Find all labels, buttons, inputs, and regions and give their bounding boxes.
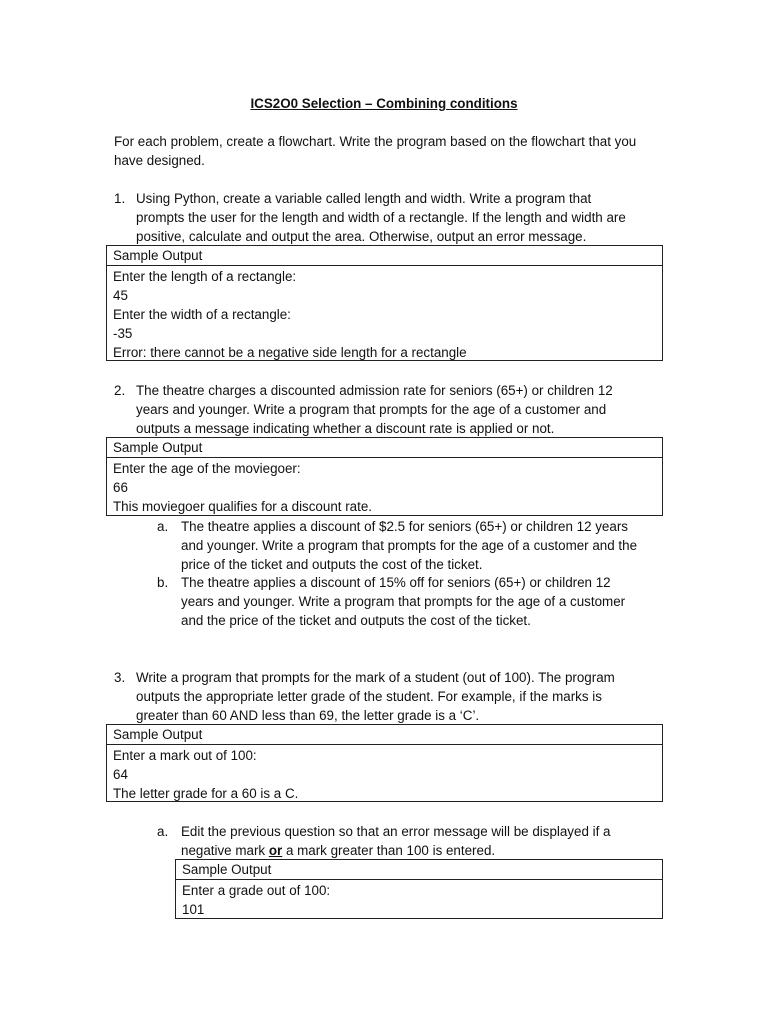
question-2b-line: and the price of the ticket and outputs the cost of the ticket. bbox=[181, 613, 531, 628]
sample-output-header: Sample Output bbox=[107, 246, 662, 266]
sample-output-line: 45 bbox=[113, 288, 128, 303]
question-1-text bbox=[136, 189, 666, 246]
question-2a-line: and younger. Write a program that prompts for the age of a customer and the bbox=[181, 538, 638, 553]
question-1-line: prompts the user for the length and width of a rectangle. If the length and width are bbox=[136, 210, 626, 225]
question-3a-text bbox=[181, 822, 667, 860]
sample-output-line: Enter the width of a rectangle: bbox=[113, 307, 291, 322]
question-3-line: outputs the appropriate letter grade of the student. For example, if the marks is bbox=[136, 689, 602, 704]
question-2a-text bbox=[181, 517, 667, 574]
question-3a-text-after: a mark greater than 100 is entered. bbox=[282, 843, 496, 858]
question-2a-line: price of the ticket and outputs the cost of the ticket. bbox=[181, 557, 483, 572]
question-3-text bbox=[136, 668, 666, 725]
question-2b-line: years and younger. Write a program that prompts for the age of a customer bbox=[181, 594, 626, 609]
question-3-line: Write a program that prompts for the mark of a student (out of 100). The program bbox=[136, 670, 615, 685]
sample-output-line: 64 bbox=[113, 767, 128, 782]
sample-output-line: Error: there cannot be a negative side length for a rectangle bbox=[113, 345, 467, 360]
question-2-line: years and younger. Write a program that prompts for the age of a customer and bbox=[136, 402, 607, 417]
question-1-number: 1. bbox=[114, 191, 126, 206]
question-2a-line: The theatre applies a discount of $2.5 for seniors (65+) or children 12 years bbox=[181, 519, 628, 534]
question-2a-letter: a. bbox=[157, 519, 169, 534]
question-2b-letter: b. bbox=[157, 575, 169, 590]
sample-output-box-2 bbox=[106, 437, 663, 516]
question-3a-line: Edit the previous question so that an error message will be displayed if a bbox=[181, 824, 611, 839]
sample-output-line: 66 bbox=[113, 480, 128, 495]
sample-output-line: The letter grade for a 60 is a C. bbox=[113, 786, 299, 801]
sample-output-line: -35 bbox=[113, 326, 133, 341]
sample-output-line: This moviegoer qualifies for a discount rate. bbox=[113, 499, 373, 514]
question-1-line: positive, calculate and output the area. Otherwise, output an error message. bbox=[136, 229, 587, 244]
sample-output-line: Enter the age of the moviegoer: bbox=[113, 461, 301, 476]
sample-output-header: Sample Output bbox=[107, 438, 662, 458]
page-title: ICS2O0 Selection – Combining conditions bbox=[250, 96, 518, 111]
sample-output-line: Enter the length of a rectangle: bbox=[113, 269, 297, 284]
question-2b-line: The theatre applies a discount of 15% off for seniors (65+) or children 12 bbox=[181, 575, 611, 590]
emphasis-or: or bbox=[268, 843, 283, 858]
question-2b-text bbox=[181, 573, 667, 630]
sample-output-box-1 bbox=[106, 245, 663, 361]
question-3-line: greater than 60 AND less than 69, the letter grade is a ‘C’. bbox=[136, 708, 480, 723]
question-3a-letter: a. bbox=[157, 824, 169, 839]
sample-output-line: 101 bbox=[182, 902, 205, 917]
question-3a-line-2 bbox=[181, 841, 667, 860]
question-1-line: Using Python, create a variable called length and width. Write a program that bbox=[136, 191, 592, 206]
sample-output-box-3a bbox=[175, 859, 663, 919]
sample-output-box-3 bbox=[106, 724, 663, 802]
sample-output-header: Sample Output bbox=[176, 860, 662, 880]
sample-output-header: Sample Output bbox=[107, 725, 662, 745]
question-2-line: The theatre charges a discounted admission rate for seniors (65+) or children 12 bbox=[136, 383, 613, 398]
intro-paragraph: For each problem, create a flowchart. Write the program based on the flowchart that you have designed. bbox=[114, 134, 637, 168]
question-3a-text-before: negative mark bbox=[181, 843, 269, 858]
question-3-number: 3. bbox=[114, 670, 126, 685]
sample-output-line: Enter a mark out of 100: bbox=[113, 748, 257, 763]
question-2-text bbox=[136, 381, 666, 438]
question-2-line: outputs a message indicating whether a discount rate is applied or not. bbox=[136, 421, 555, 436]
sample-output-line: Enter a grade out of 100: bbox=[182, 883, 331, 898]
question-2-number: 2. bbox=[114, 383, 126, 398]
